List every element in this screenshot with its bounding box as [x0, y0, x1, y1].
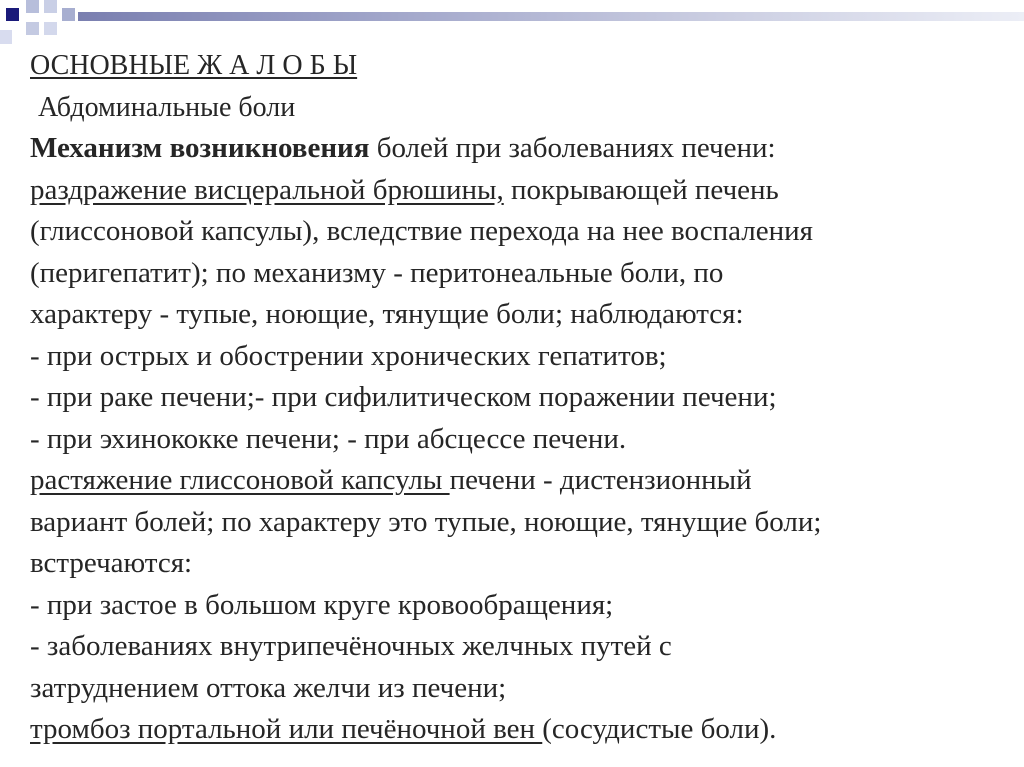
line-text: печени - дистензионный [449, 464, 752, 496]
text-line [30, 668, 1000, 710]
decorative-square [62, 8, 75, 21]
mechanism-bold-text: Механизм возникновения [30, 132, 370, 164]
text-line [30, 502, 1000, 544]
underlined-text: тромбоз портальной или печёночной вен [30, 713, 543, 745]
text-line [30, 543, 1000, 585]
decorative-square [26, 0, 39, 13]
mechanism-text: болей при заболеваниях печени: [369, 132, 776, 164]
text-line [30, 709, 1000, 751]
text-line [30, 211, 1000, 253]
decorative-square [44, 22, 57, 35]
line-text: - при раке печени;- при сифилитическом поражении печени; [30, 381, 777, 413]
line-text: вариант болей; по характеру это тупые, ноющие, тянущие боли; [30, 505, 822, 538]
slide-subheading: Абдоминальные боли [38, 91, 296, 123]
line-text: (сосудистые боли). [542, 713, 777, 745]
line-text: (глиссоновой капсулы), вследствие перехода на нее воспаления [30, 215, 813, 247]
line-text: - заболеваниях внутрипечёночных желчных путей с [30, 630, 672, 662]
body-text [30, 170, 1000, 751]
decorative-gradient-bar [78, 12, 1024, 21]
underlined-text: раздражение висцеральной брюшины, [30, 173, 504, 206]
line-text: - при застое в большом круге кровообращения; [30, 588, 614, 621]
text-line [30, 336, 1000, 378]
text-line [30, 294, 1000, 336]
slide-heading: ОСНОВНЫЕ Ж А Л О Б Ы [30, 50, 358, 81]
text-line [30, 377, 1000, 419]
decorative-square [26, 22, 39, 35]
line-text: - при эхинококке печени; - при абсцессе печени. [30, 422, 627, 455]
line-text: затруднением оттока желчи из печени; [30, 671, 507, 704]
slide-content [30, 45, 1000, 751]
text-line [30, 170, 1000, 212]
text-line [30, 626, 1000, 668]
text-line [30, 460, 1000, 502]
mechanism-line [30, 128, 1000, 170]
line-text: покрывающей печень [503, 173, 779, 206]
underlined-text: растяжение глиссоновой капсулы [30, 464, 450, 496]
decorative-square [0, 30, 12, 44]
decorative-square [6, 8, 19, 21]
line-text: (перигепатит); по механизму - перитонеальные боли, по [30, 256, 724, 289]
text-line [30, 585, 1000, 627]
line-text: характеру - тупые, ноющие, тянущие боли; наблюдаются: [30, 298, 744, 330]
decorative-square [44, 0, 57, 13]
text-line [30, 253, 1000, 295]
text-line [30, 419, 1000, 461]
line-text: встречаются: [30, 547, 193, 579]
line-text: - при острых и обострении хронических гепатитов; [30, 339, 667, 372]
